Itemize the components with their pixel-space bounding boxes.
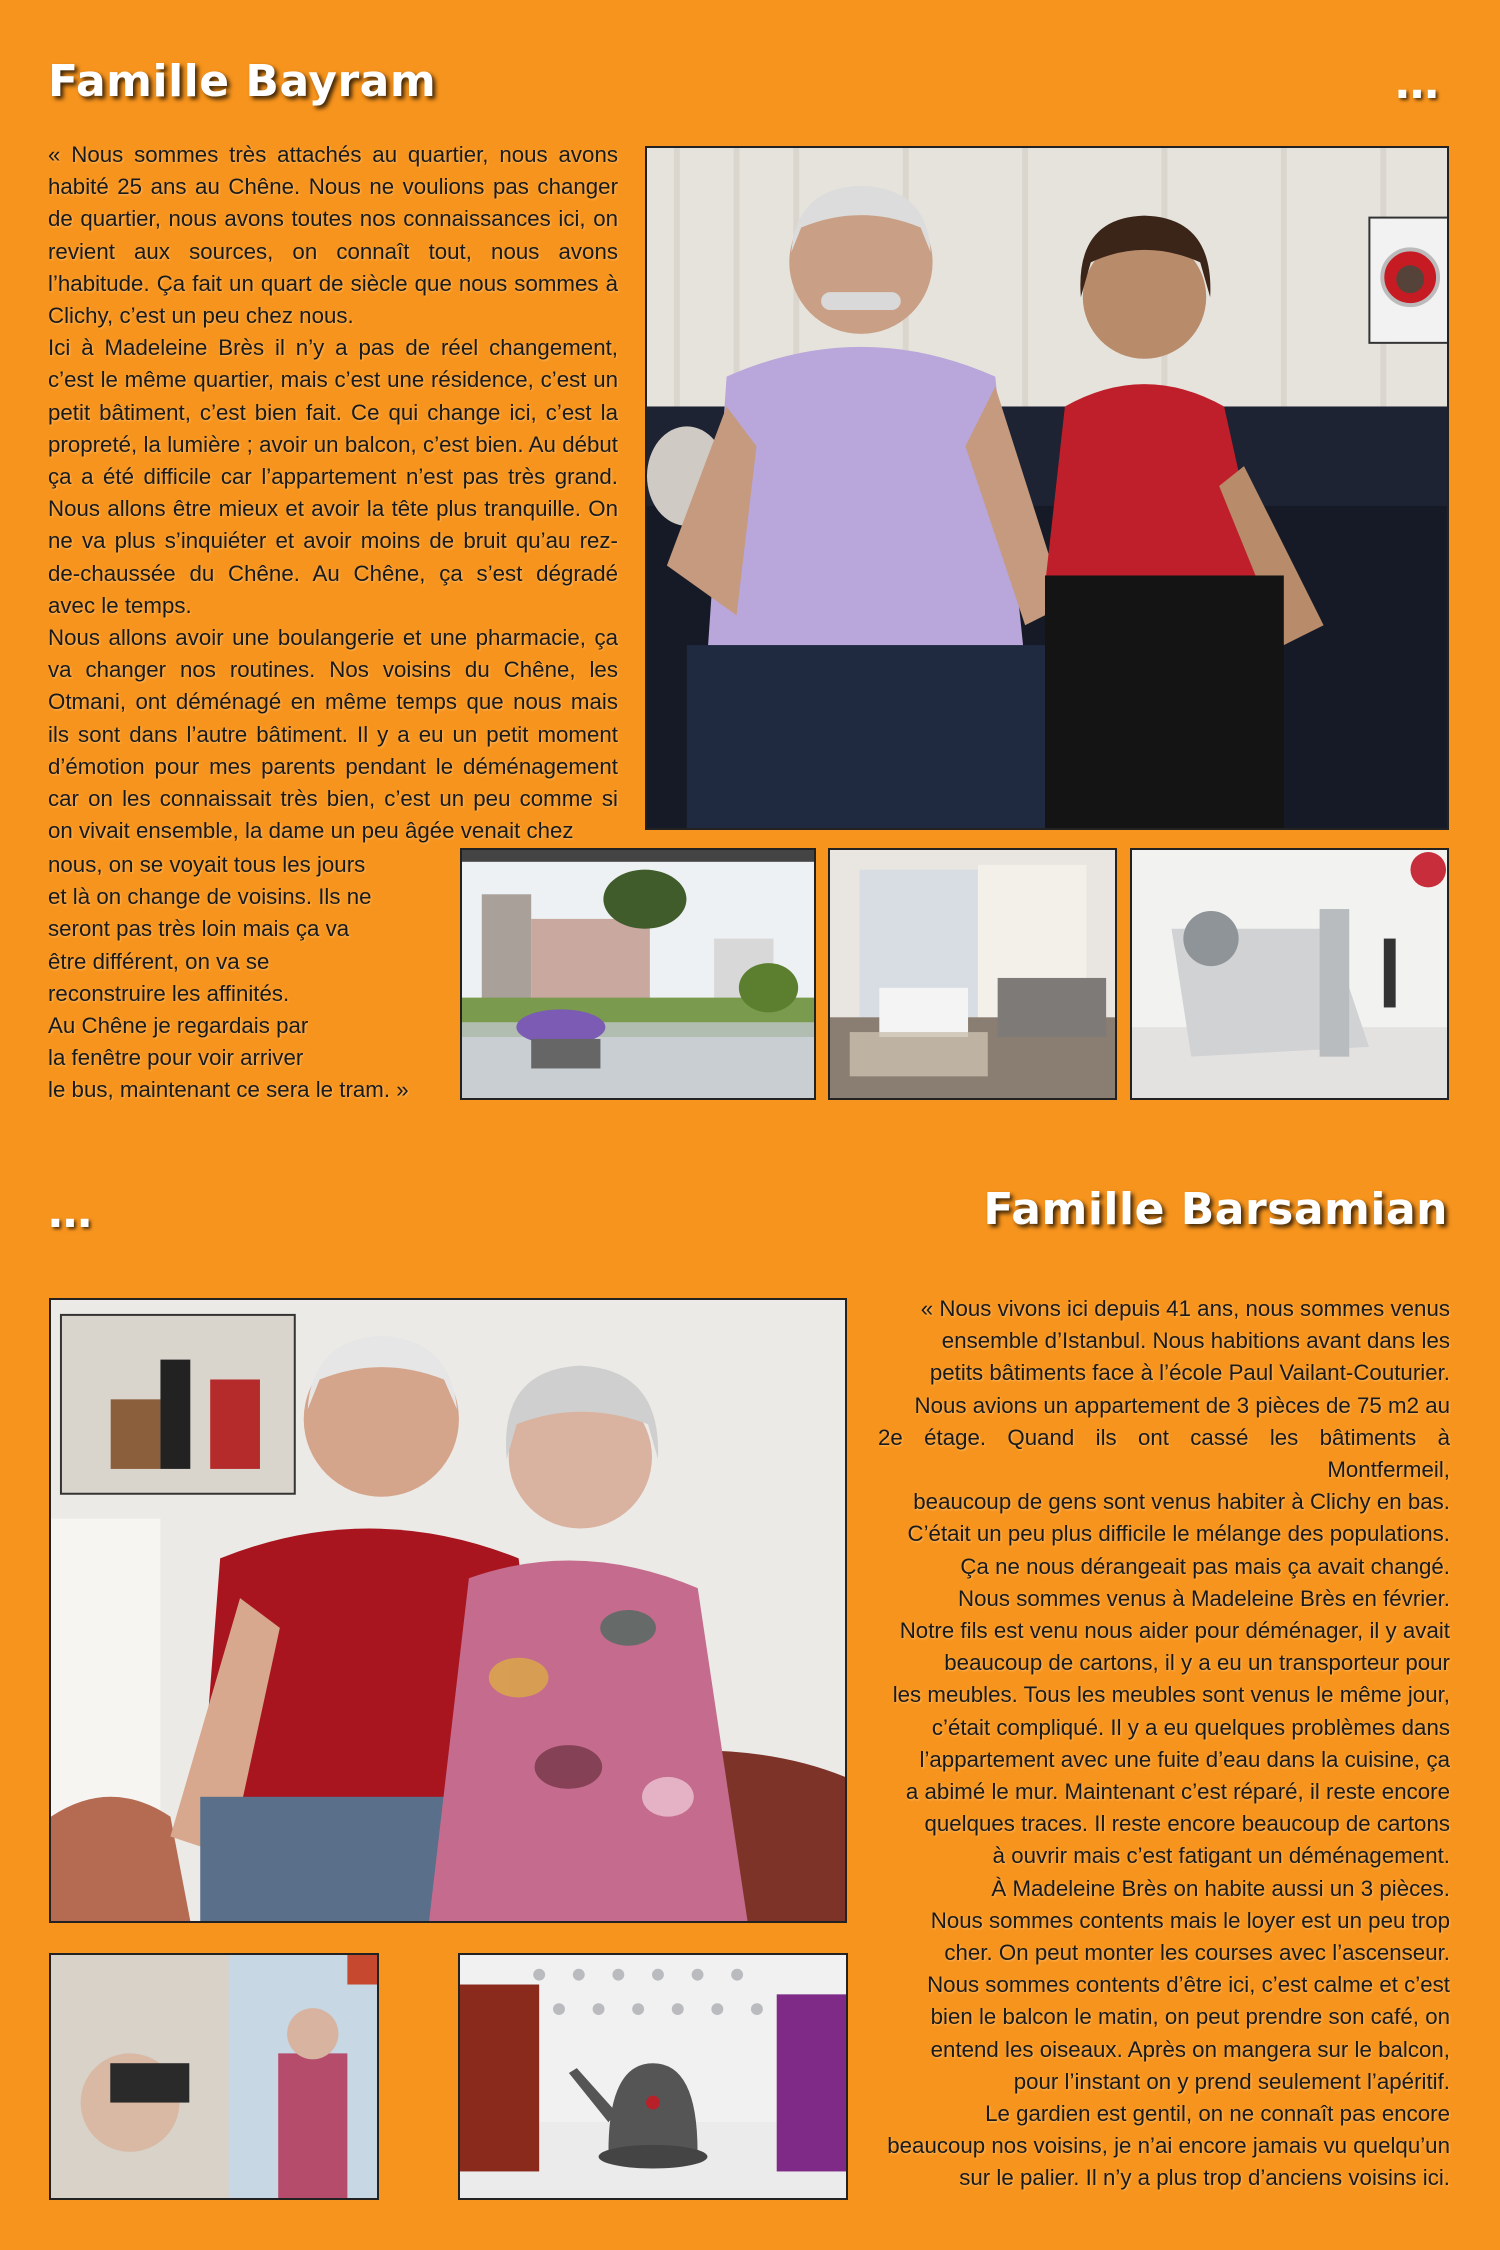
section1-text-narrow [48, 849, 448, 1107]
section1-narrow-line: et là on change de voisins. Ils ne [48, 884, 372, 910]
section2-line: Nous sommes contents mais le loyer est un peu trop [930, 1907, 1450, 1933]
photo-barsamian-couple [49, 1298, 847, 1923]
section2-line: « Nous vivons ici depuis 41 ans, nous sommes venus [920, 1296, 1450, 1321]
section1-narrow-line: seront pas très loin mais ça va [48, 916, 350, 942]
section1-paragraph-1: « Nous sommes très attachés au quartier, nous avons habité 25 ans au Chêne. Nous ne voulions pas changer de quartier, nous avons toutes nos connaissances ici, on revient aux sources, on connaît tout, nous avons l’habitude. Ça fait un quart de siècle que nous sommes à Clichy, c’est un peu chez nous. [48, 142, 618, 329]
section1-ellipsis: … [1395, 58, 1443, 109]
section2-line: beaucoup de gens sont venus habiter à Clichy en bas. [913, 1489, 1450, 1515]
section2-line: Nous avions un appartement de 3 pièces de 75 m2 au [914, 1392, 1450, 1418]
section2-text [878, 1293, 1450, 2195]
section1-title: Famille Bayram [48, 56, 437, 107]
section1-paragraph-3: Nous allons avoir une boulangerie et une pharmacie, ça va changer nos routines. Nos voisins du Chêne, les Otmani, ont déménagé en même temps que nous mais ils sont dans l’autre bâtiment. Il y a eu un petit moment d’émotion pour mes parents pendant le déménagement car on les connaissait très bien, c’est un peu comme si on vivait ensemble, la dame un peu âgée venait chez [48, 625, 618, 844]
section1-narrow-line: la fenêtre pour voir arriver [48, 1045, 304, 1071]
section2-line: Notre fils est venu nous aider pour déménager, il y avait [899, 1618, 1450, 1644]
section2-ellipsis: … [48, 1187, 96, 1238]
section2-line: pour l’instant on y prend seulement l’apéritif. [1013, 2068, 1450, 2094]
section2-line: a abimé le mur. Maintenant c’est réparé, il reste encore [905, 1779, 1450, 1805]
section2-line: Nous sommes venus à Madeleine Brès en février. [957, 1585, 1450, 1611]
photo-barsamian-camera [49, 1953, 379, 2200]
section2-line: À Madeleine Brès on habite aussi un 3 pièces. [991, 1875, 1450, 1901]
photo-bayram-livingroom [828, 848, 1117, 1100]
photo-bayram-couple [645, 146, 1449, 830]
section1-narrow-line: le bus, maintenant ce sera le tram. » [48, 1077, 409, 1103]
section2-line: 2e étage. Quand ils ont cassé les bâtiments à Montfermeil, [878, 1424, 1450, 1483]
section2-line: entend les oiseaux. Après on mangera sur le balcon, [930, 2036, 1450, 2062]
photo-barsamian-teapot [458, 1953, 848, 2200]
section1-text [48, 139, 618, 847]
section2-line: beaucoup de cartons, il y a eu un transporteur pour [944, 1650, 1450, 1676]
section2-line: sur le palier. Il n’y a plus trop d’anciens voisins ici. [959, 2165, 1450, 2191]
section2-line: cher. On peut monter les courses avec l’ascenseur. [944, 1940, 1450, 1966]
section2-line: l’appartement avec une fuite d’eau dans la cuisine, ça [919, 1746, 1450, 1772]
section2-line: quelques traces. Il reste encore beaucoup de cartons [924, 1811, 1450, 1837]
section2-line: petits bâtiments face à l’école Paul Vailant-Couturier. [929, 1360, 1450, 1386]
section2-line: ensemble d’Istanbul. Nous habitions avant dans les [941, 1328, 1450, 1354]
section2-line: les meubles. Tous les meubles sont venus le même jour, [892, 1682, 1450, 1708]
section1-paragraph-2: Ici à Madeleine Brès il n’y a pas de réel changement, c’est le même quartier, mais c’est une résidence, c’est un petit bâtiment, c’est bien fait. Ce qui change ici, c’est la propreté, la lumière ; avoir un balcon, c’est bien. Au début ça a été difficile car l’appartement n’est pas très grand. Nous allons être mieux et avoir la tête plus tranquille. On ne va plus s’inquiéter et avoir moins de bruit qu’au rez-de-chaussée du Chêne. Au Chêne, ça s’est dégradé avec le temps. [48, 335, 618, 618]
photo-bayram-balcony [460, 848, 816, 1100]
section2-line: Nous sommes contents d’être ici, c’est calme et c’est [927, 1972, 1450, 1998]
section2-line: bien le balcon le matin, on peut prendre son café, on [930, 2004, 1450, 2030]
section2-line: c’était compliqué. Il y a eu quelques problèmes dans [931, 1714, 1450, 1740]
section1-narrow-line: être différent, on va se [48, 948, 270, 974]
section1-narrow-line: reconstruire les affinités. [48, 980, 290, 1006]
section2-title: Famille Barsamian [983, 1184, 1448, 1235]
section1-narrow-line: nous, on se voyait tous les jours [48, 852, 366, 877]
section1-narrow-line: Au Chêne je regardais par [48, 1013, 309, 1039]
section2-line: Le gardien est gentil, on ne connaît pas encore [985, 2101, 1450, 2127]
section2-line: Ça ne nous dérangeait pas mais ça avait changé. [960, 1553, 1450, 1579]
photo-bayram-sewing-machine [1130, 848, 1449, 1100]
section2-line: C’était un peu plus difficile le mélange des populations. [907, 1521, 1450, 1547]
section2-line: à ouvrir mais c’est fatigant un déménagement. [992, 1843, 1450, 1869]
section2-line: beaucoup nos voisins, je n’ai encore jamais vu quelqu’un [887, 2133, 1450, 2159]
